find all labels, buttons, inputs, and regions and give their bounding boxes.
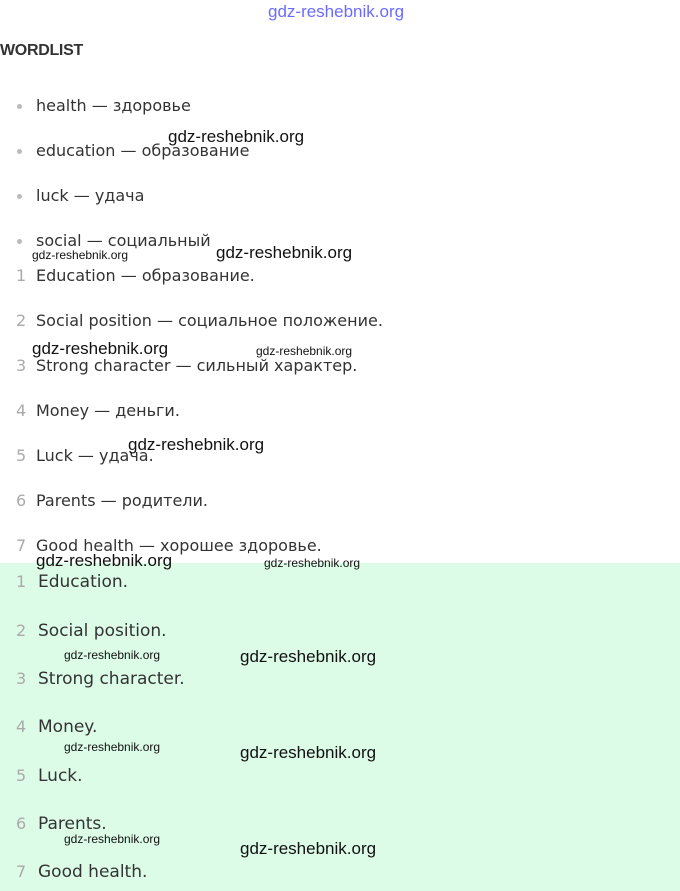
item-text: Strong character — сильный характер. bbox=[36, 356, 358, 375]
item-number: 4 bbox=[16, 401, 27, 420]
item-number: 2 bbox=[16, 311, 27, 330]
list-item-text: luck — удача bbox=[36, 186, 145, 205]
watermark: gdz-reshebnik.org bbox=[256, 344, 353, 358]
watermark: gdz-reshebnik.org bbox=[36, 551, 173, 570]
site-watermark: gdz-reshebnik.org bbox=[268, 2, 405, 21]
item-number: 3 bbox=[16, 356, 27, 375]
list-item-text: education — образование bbox=[36, 141, 250, 160]
watermark: gdz-reshebnik.org bbox=[32, 248, 129, 262]
answer-number: 2 bbox=[16, 621, 27, 640]
watermark: gdz-reshebnik.org bbox=[168, 127, 305, 146]
item-text: Good health — хорошее здоровье. bbox=[36, 536, 322, 555]
answer-number: 7 bbox=[16, 862, 27, 881]
bullet-icon bbox=[17, 239, 22, 244]
answer-text: Luck. bbox=[38, 766, 83, 786]
watermark: gdz-reshebnik.org bbox=[64, 648, 161, 662]
answer-text: Social position. bbox=[38, 621, 167, 641]
answer-text: Parents. bbox=[38, 814, 107, 834]
watermark: gdz-reshebnik.org bbox=[240, 647, 377, 666]
answer-text: Strong character. bbox=[38, 669, 185, 689]
item-number: 7 bbox=[16, 536, 27, 555]
watermark: gdz-reshebnik.org bbox=[64, 832, 161, 846]
answer-text: Good health. bbox=[38, 862, 148, 882]
answer-number: 1 bbox=[16, 572, 27, 591]
item-text: Luck — удача. bbox=[36, 446, 154, 465]
item-number: 6 bbox=[16, 491, 27, 510]
item-text: Money — деньги. bbox=[36, 401, 180, 420]
watermark: gdz-reshebnik.org bbox=[64, 740, 161, 754]
bullet-icon bbox=[17, 104, 22, 109]
item-text: Social position — социальное положение. bbox=[36, 311, 383, 330]
bullet-icon bbox=[17, 149, 22, 154]
answer-number: 4 bbox=[16, 717, 27, 736]
list-item-text: health — здоровье bbox=[36, 96, 191, 115]
answer-number: 6 bbox=[16, 814, 27, 833]
item-number: 5 bbox=[16, 446, 27, 465]
watermark: gdz-reshebnik.org bbox=[32, 339, 169, 358]
watermark: gdz-reshebnik.org bbox=[240, 743, 377, 762]
answer-number: 5 bbox=[16, 766, 27, 785]
list-item-text: social — социальный bbox=[36, 231, 211, 250]
item-number: 1 bbox=[16, 266, 27, 285]
item-text: Parents — родители. bbox=[36, 491, 209, 510]
answer-text: Education. bbox=[38, 572, 129, 592]
watermark: gdz-reshebnik.org bbox=[216, 243, 353, 262]
answer-text: Money. bbox=[38, 717, 98, 737]
item-text: Education — образование. bbox=[36, 266, 255, 285]
wordlist-heading: WORDLIST bbox=[0, 42, 83, 59]
bullet-icon bbox=[17, 194, 22, 199]
watermark: gdz-reshebnik.org bbox=[264, 556, 361, 570]
watermark: gdz-reshebnik.org bbox=[240, 839, 377, 858]
answer-number: 3 bbox=[16, 669, 27, 688]
watermark: gdz-reshebnik.org bbox=[128, 435, 265, 454]
